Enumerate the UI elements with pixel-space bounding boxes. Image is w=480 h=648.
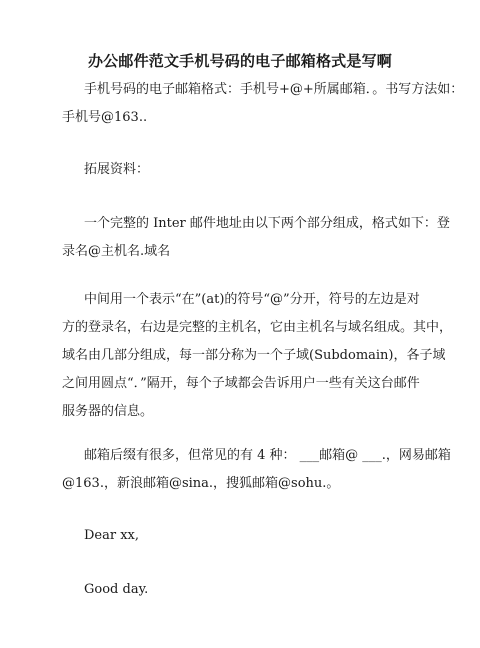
paragraph-line: Dear xx, bbox=[84, 528, 140, 543]
page-title: 办公邮件范文手机号码的电子邮箱格式是写啊 bbox=[87, 52, 392, 70]
paragraph-common-suffixes bbox=[62, 442, 451, 498]
paragraph-line: 域名由几部分组成，每一部分称为一个子域(Subdomain)，各子域 bbox=[62, 348, 446, 363]
paragraph-line: 方的登录名，右边是完整的主机名，它由主机名与域名组成。其中， bbox=[62, 320, 453, 335]
paragraph-good-day bbox=[84, 576, 424, 604]
paragraph-line: 中间用一个表示“在”(at)的符号“@”分开，符号的左边是对 bbox=[84, 292, 420, 307]
paragraph-line: Good day. bbox=[84, 582, 149, 597]
paragraph-line: 拓展资料： bbox=[84, 162, 150, 177]
paragraph-email-format bbox=[62, 76, 464, 132]
paragraph-extended-info-label bbox=[84, 156, 424, 184]
paragraph-line: 一个完整的 Inter 邮件地址由以下两个部分组成，格式如下：登 bbox=[84, 216, 450, 231]
paragraph-line: 手机号@163.. bbox=[62, 110, 148, 125]
paragraph-line: 之间用圆点“．”隔开，每个子域都会告诉用户一些有关这台邮件 bbox=[62, 376, 420, 391]
paragraph-line: 录名@主机名.域名 bbox=[62, 244, 171, 259]
paragraph-line: 服务器的信息。 bbox=[62, 404, 154, 419]
paragraph-line: 邮箱后缀有很多，但常见的有 4 种： ___邮箱@ ___.，网易邮箱 bbox=[84, 448, 451, 463]
paragraph-line: 手机号码的电子邮箱格式：手机号+@+所属邮箱．。书写方法如： bbox=[84, 82, 464, 97]
paragraph-line: @163.，新浪邮箱@sina.，搜狐邮箱@sohu.。 bbox=[62, 476, 340, 491]
paragraph-address-structure bbox=[62, 210, 450, 266]
paragraph-at-symbol-explanation bbox=[62, 286, 453, 426]
paragraph-greeting bbox=[84, 522, 424, 550]
